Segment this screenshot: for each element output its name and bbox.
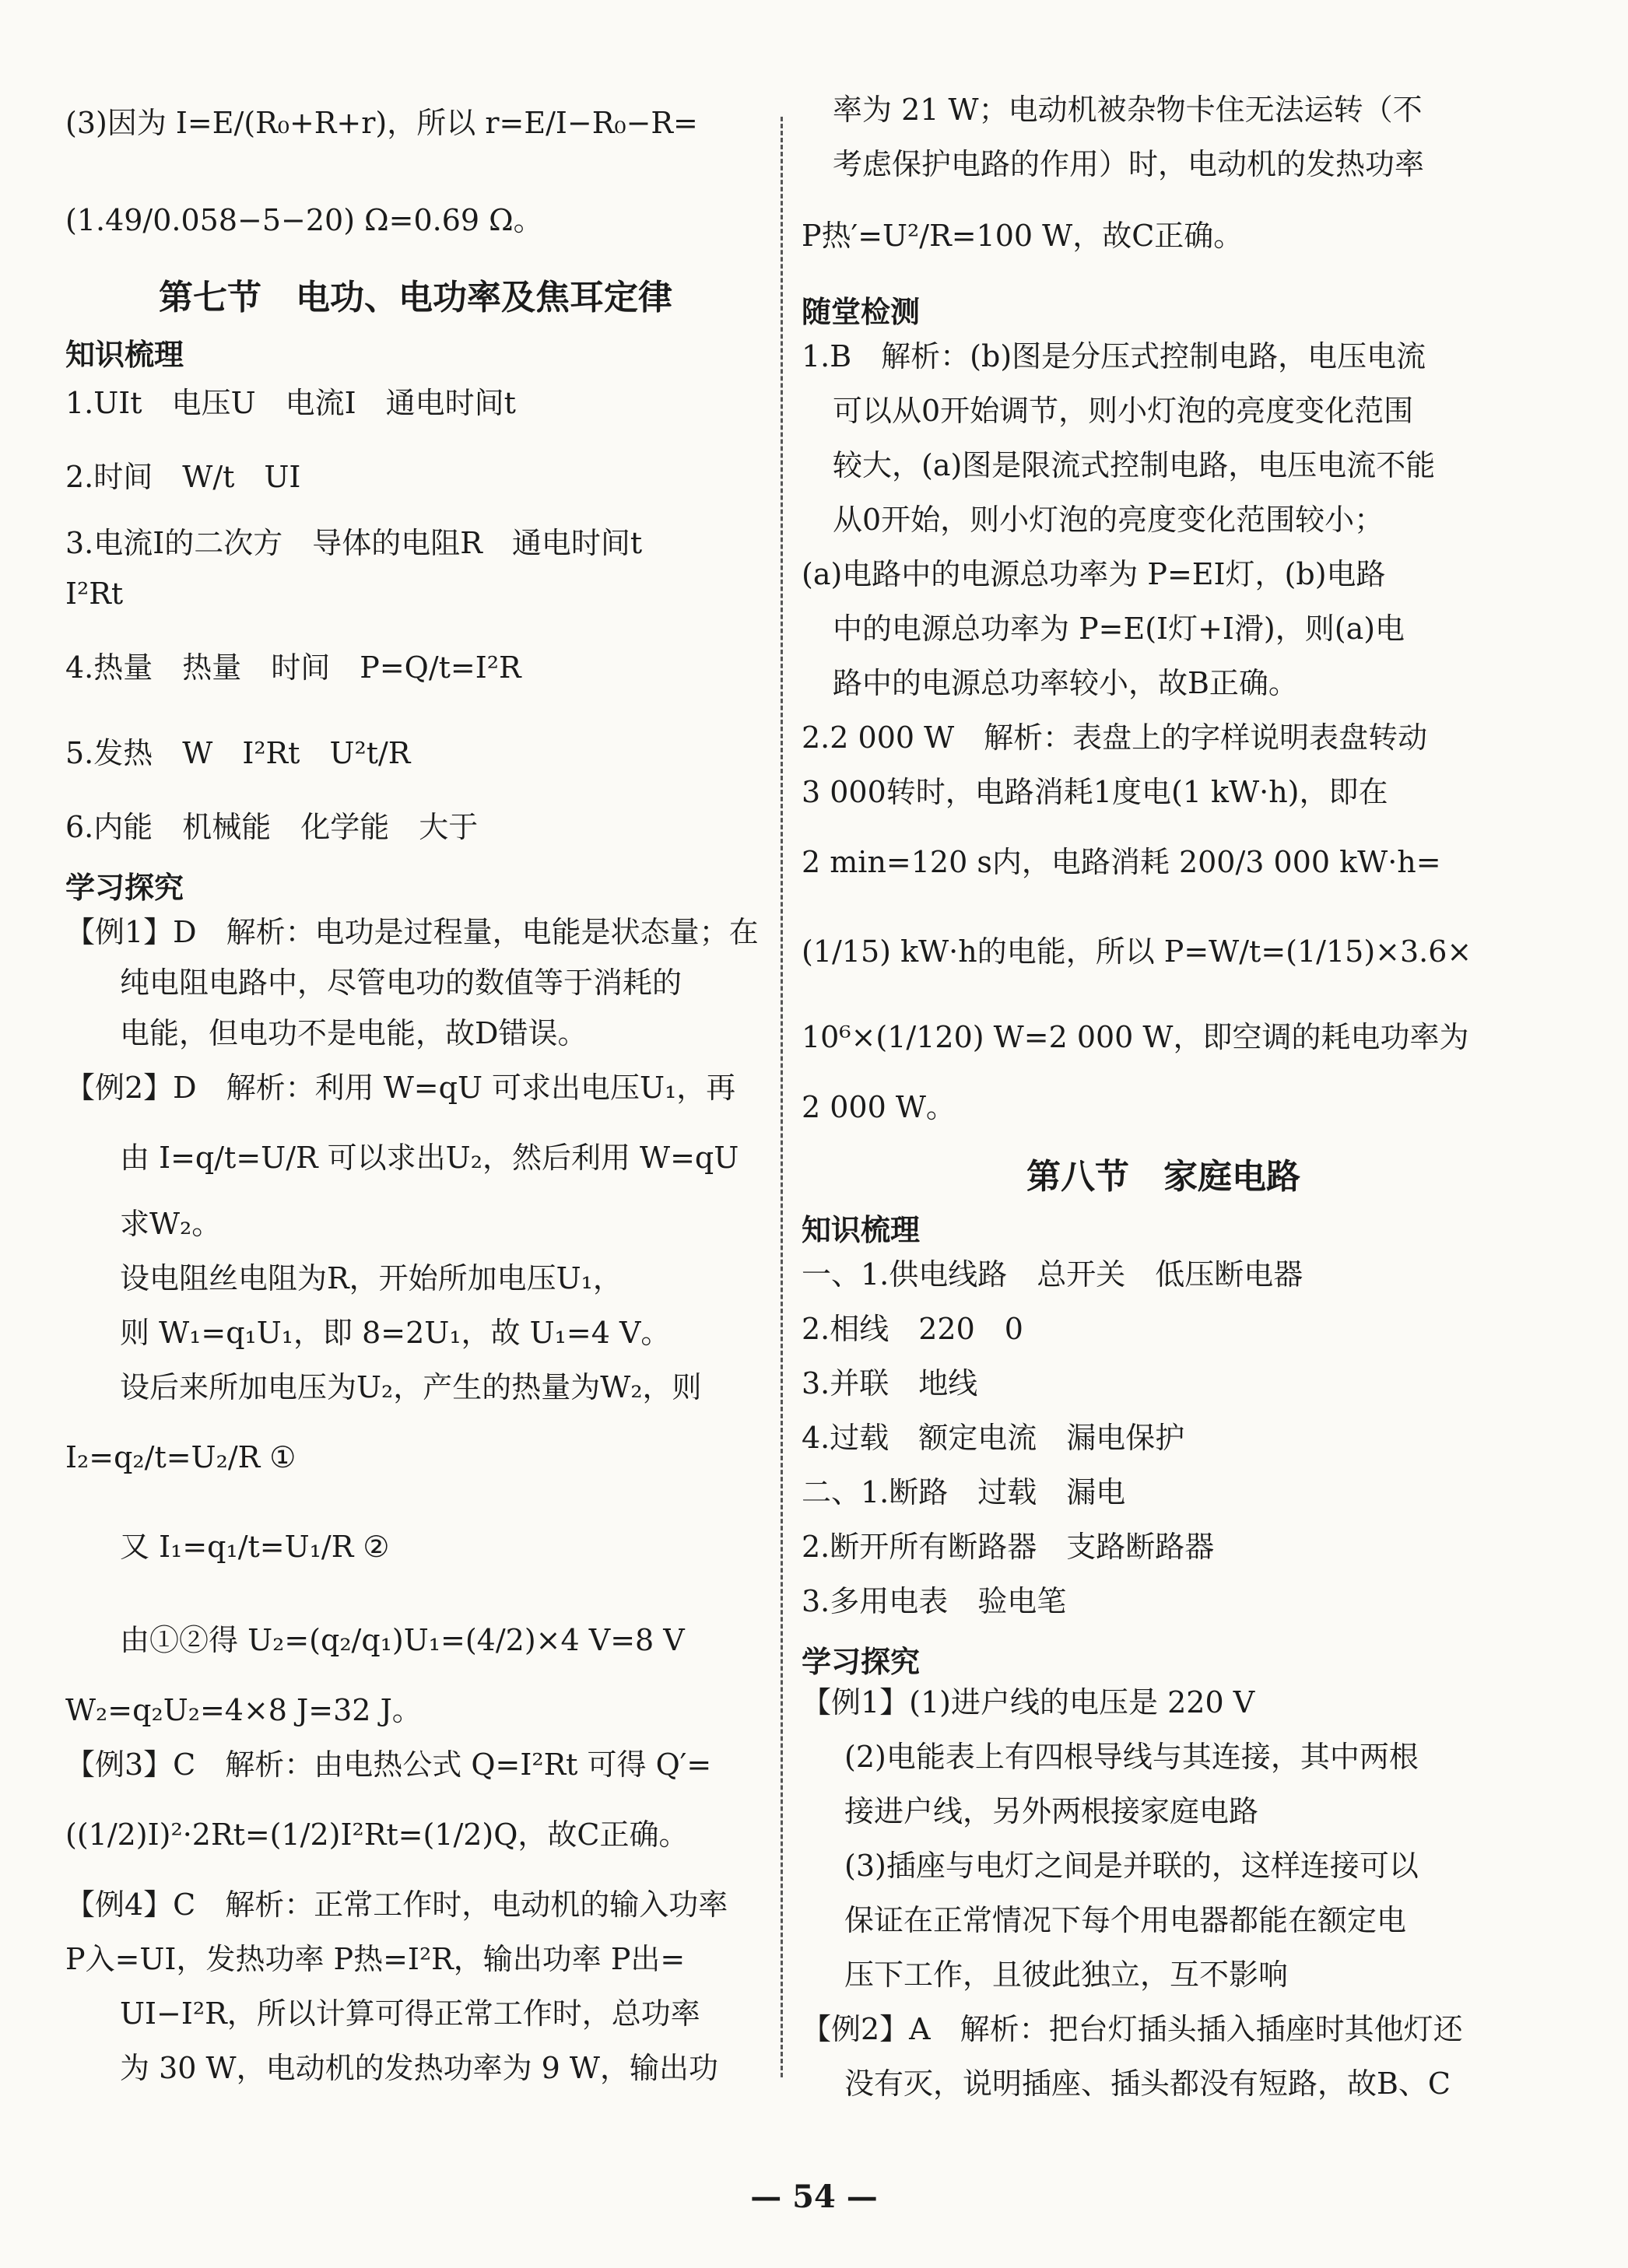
text-line: W₂=q₂U₂=4×8 J=32 J。	[65, 1693, 422, 1727]
text-line: 4.热量 热量 时间 P=Q/t=I²R	[65, 650, 521, 685]
text-line: 纯电阻电路中，尽管电功的数值等于消耗的	[120, 966, 682, 1000]
text-line: 4.过载 额定电流 漏电保护	[802, 1421, 1185, 1455]
text-line: 较大，(a)图是限流式控制电路，电压电流不能	[833, 448, 1436, 482]
text-line: 率为 21 W；电动机被杂物卡住无法运转（不	[833, 93, 1423, 127]
section-heading: 第八节 家庭电路	[1026, 1157, 1300, 1197]
subsection-heading: 知识梳理	[65, 338, 184, 372]
text-line: (3)插座与电灯之间是并联的，这样连接可以	[844, 1849, 1419, 1883]
text-line: 【例4】C 解析：正常工作时，电动机的输入功率	[65, 1888, 728, 1922]
text-line: 3.电流I的二次方 导体的电阻R 通电时间t	[65, 526, 643, 560]
section-heading: 第七节 电功、电功率及焦耳定律	[159, 278, 672, 317]
text-line: 1.UIt 电压U 电流I 通电时间t	[65, 386, 516, 420]
text-line: 5.发热 W I²Rt U²t/R	[65, 736, 411, 770]
text-line: 2.断开所有断路器 支路断路器	[802, 1530, 1215, 1564]
text-line: I²Rt	[65, 577, 124, 611]
text-line: 又 I₁=q₁/t=U₁/R ②	[120, 1530, 390, 1564]
text-line: 可以从0开始调节，则小灯泡的亮度变化范围	[833, 394, 1414, 428]
text-line: P热′=U²/R=100 W，故C正确。	[802, 219, 1244, 253]
text-line: 【例2】D 解析：利用 W=qU 可求出电压U₁，再	[65, 1071, 736, 1105]
text-line: 2.2 000 W 解析：表盘上的字样说明表盘转动	[802, 720, 1428, 755]
text-line: 则 W₁=q₁U₁，即 8=2U₁，故 U₁=4 V。	[120, 1316, 671, 1350]
page-number: — 54 —	[750, 2179, 878, 2215]
text-line: 【例3】C 解析：由电热公式 Q=I²Rt 可得 Q′=	[65, 1747, 712, 1782]
text-line: 2 min=120 s内，电路消耗 200/3 000 kW·h=	[802, 845, 1441, 879]
text-line: 为 30 W，电动机的发热功率为 9 W，输出功	[120, 2051, 718, 2085]
text-line: UI−I²R，所以计算可得正常工作时，总功率	[120, 1996, 700, 2031]
text-line: 电能，但电功不是电能，故D错误。	[120, 1016, 588, 1050]
text-line: (1.49/0.058−5−20) Ω=0.69 Ω。	[65, 203, 543, 237]
text-line: 6.内能 机械能 化学能 大于	[65, 810, 479, 844]
text-line: (2)电能表上有四根导线与其连接，其中两根	[844, 1740, 1419, 1774]
text-line: 设后来所加电压为U₂，产生的热量为W₂，则	[120, 1370, 702, 1404]
text-line: 中的电源总功率为 P=E(I灯+I滑)，则(a)电	[833, 612, 1405, 646]
text-line: 【例1】D 解析：电功是过程量，电能是状态量；在	[65, 915, 759, 949]
text-line: 压下工作，且彼此独立，互不影响	[844, 1958, 1289, 1992]
text-line: 考虑保护电路的作用）时，电动机的发热功率	[833, 147, 1425, 181]
text-line: 设电阻丝电阻为R，开始所加电压U₁，	[120, 1261, 623, 1295]
text-line: 【例2】A 解析：把台灯插头插入插座时其他灯还	[802, 2012, 1463, 2046]
text-line: 3.多用电表 验电笔	[802, 1584, 1067, 1618]
text-line: 求W₂。	[120, 1207, 222, 1241]
text-line: (a)电路中的电源总功率为 P=EI灯，(b)电路	[802, 557, 1386, 591]
column-divider	[781, 117, 783, 2077]
text-line: 1.B 解析：(b)图是分压式控制电路，电压电流	[802, 339, 1426, 373]
text-line: 从0开始，则小灯泡的亮度变化范围较小；	[833, 503, 1384, 537]
text-line: (1/15) kW·h的电能，所以 P=W/t=(1/15)×3.6×	[802, 934, 1472, 969]
text-line: P入=UI，发热功率 P热=I²R，输出功率 P出=	[65, 1942, 686, 1976]
text-line: 由 I=q/t=U/R 可以求出U₂，然后利用 W=qU	[120, 1141, 739, 1175]
text-line: 二、1.断路 过载 漏电	[802, 1475, 1126, 1509]
text-line: 10⁶×(1/120) W=2 000 W，即空调的耗电功率为	[802, 1020, 1469, 1054]
text-line: 2 000 W。	[802, 1090, 956, 1124]
subsection-heading: 随堂检测	[802, 295, 921, 329]
text-line: I₂=q₂/t=U₂/R ①	[65, 1440, 296, 1474]
text-line: (3)因为 I=E/(R₀+R+r)，所以 r=E/I−R₀−R=	[65, 106, 698, 140]
text-line: 2.时间 W/t UI	[65, 460, 301, 494]
text-line: 路中的电源总功率较小，故B正确。	[833, 666, 1298, 700]
text-line: 没有灭，说明插座、插头都没有短路，故B、C	[844, 2066, 1451, 2101]
subsection-heading: 学习探究	[802, 1645, 921, 1679]
text-line: 保证在正常情况下每个用电器都能在额定电	[844, 1903, 1407, 1937]
subsection-heading: 学习探究	[65, 871, 184, 905]
text-line: 一、1.供电线路 总开关 低压断电器	[802, 1257, 1303, 1292]
text-line: ((1/2)I)²·2Rt=(1/2)I²Rt=(1/2)Q，故C正确。	[65, 1818, 689, 1852]
text-line: 接进户线，另外两根接家庭电路	[844, 1794, 1259, 1828]
text-line: 【例1】(1)进户线的电压是 220 V	[802, 1685, 1255, 1719]
text-line: 2.相线 220 0	[802, 1312, 1023, 1346]
subsection-heading: 知识梳理	[802, 1213, 921, 1247]
text-line: 3 000转时，电路消耗1度电(1 kW·h)，即在	[802, 775, 1388, 809]
text-line: 3.并联 地线	[802, 1366, 978, 1400]
text-line: 由①②得 U₂=(q₂/q₁)U₁=(4/2)×4 V=8 V	[120, 1623, 685, 1657]
